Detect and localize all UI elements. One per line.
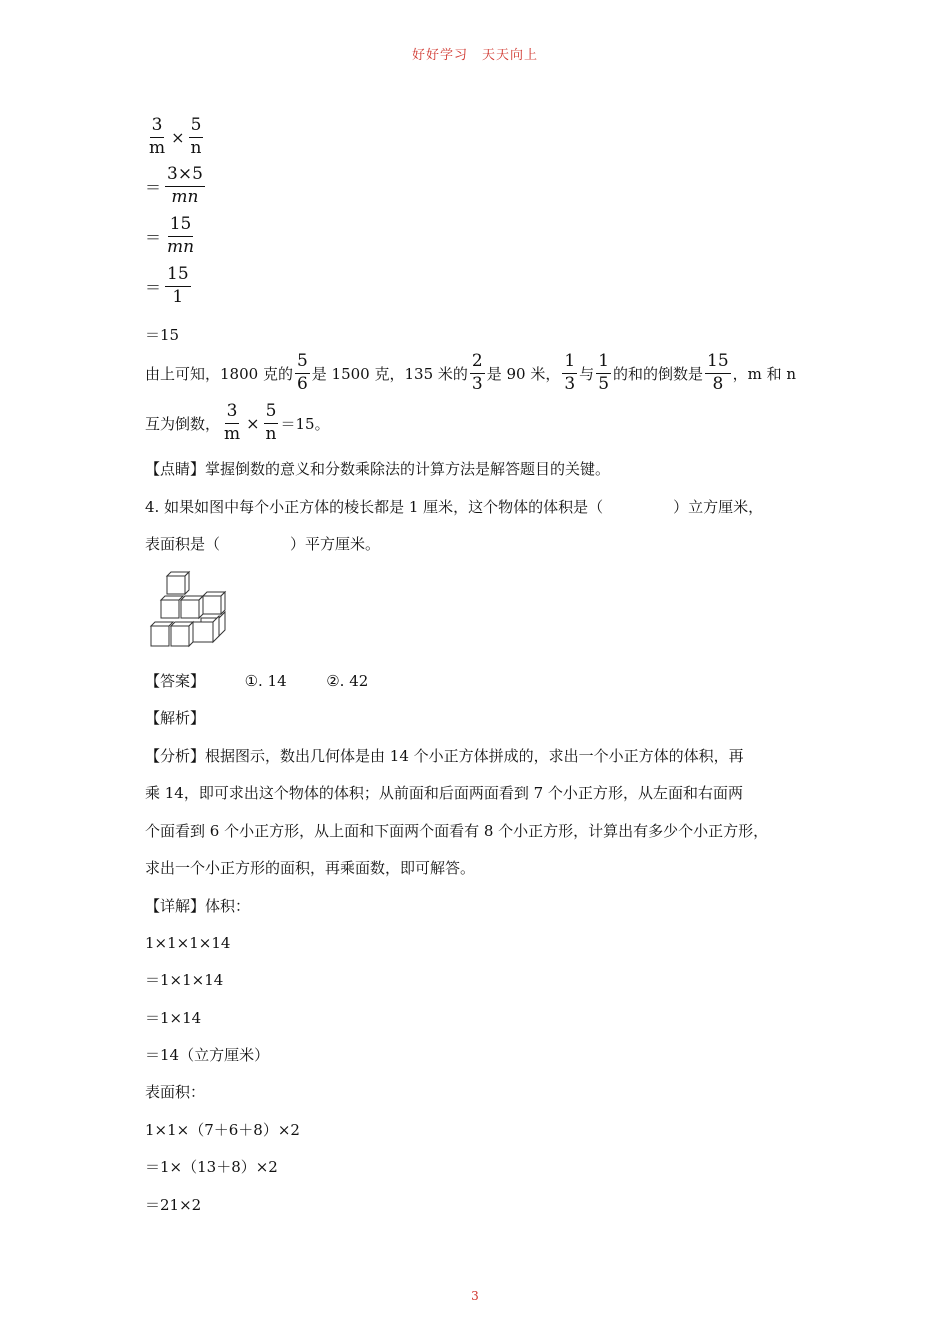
numerator: 15 (705, 352, 731, 374)
xiangjie-line-8: ＝1×（13＋8）×2 (145, 1158, 278, 1176)
fenxi-line-4: 求出一个小正方形的面积，再乘面数，即可解答。 (145, 859, 476, 877)
equals-sign: ＝ (145, 277, 162, 297)
denominator: 8 (712, 373, 724, 394)
summary-text: 由上可知，1800 克的 (145, 364, 293, 383)
numerator: 5 (295, 352, 310, 374)
denominator: 3 (471, 373, 483, 394)
denominator: 5 (598, 373, 610, 394)
question-text: 4. 如果如图中每个小正方体的棱长都是 1 厘米，这个物体的体积是（ (145, 498, 604, 516)
fraction-5-over-6 (295, 352, 310, 394)
xiangjie-line-2: 1×1×1×14 (145, 934, 231, 952)
summary-text: 的和的倒数是 (613, 364, 704, 383)
answer-1: ①. 14 (244, 672, 287, 690)
xiangjie-line-5: ＝14（立方厘米） (145, 1046, 270, 1064)
calc-step-1 (145, 116, 205, 158)
fenxi-line-2: 乘 14，即可求出这个物体的体积；从前面和后面两面看到 7 个小正方形，从左面和右面两 (145, 784, 743, 802)
summary-line-1 (145, 352, 796, 394)
summary-text: 是 90 米， (486, 364, 561, 383)
equals-sign: ＝ (145, 177, 162, 197)
xiangjie-line-6: 表面积： (145, 1083, 206, 1101)
fraction-3-over-m (222, 402, 242, 444)
fraction-15-over-8 (705, 352, 731, 394)
xiangjie-line-4: ＝1×14 (145, 1009, 202, 1027)
fraction-15-over-mn (165, 215, 196, 257)
fenxi-line-3: 个面看到 6 个小正方形，从上面和下面两个面看有 8 个小正方形，计算出有多少个小正方形， (145, 822, 769, 840)
numerator: 15 (168, 215, 194, 237)
denominator: 6 (296, 373, 308, 394)
question-text: ）平方厘米。 (290, 535, 381, 553)
fraction-1-over-5 (596, 352, 611, 394)
question-text: ）立方厘米， (673, 498, 764, 516)
numerator: 15 (165, 265, 191, 287)
fenxi-line-1: 【分析】根据图示，数出几何体是由 14 个小正方体拼成的，求出一个小正方体的体积，再 (145, 747, 744, 765)
denominator: mn (171, 186, 199, 207)
denominator: mn (167, 236, 195, 257)
page-number: 3 (471, 1289, 479, 1303)
numerator: 2 (470, 352, 485, 374)
summary-text: 与 (579, 364, 595, 383)
denominator: m (149, 137, 166, 158)
question-4-line-2 (145, 526, 825, 563)
dianjing-note: 【点睛】掌握倒数的意义和分数乘除法的计算方法是解答题目的关键。 (145, 460, 611, 478)
fraction-5-over-n (189, 116, 204, 158)
calc-step-5: ＝15 (145, 326, 180, 344)
numerator: 5 (264, 402, 279, 424)
answer-line (145, 663, 825, 700)
summary-text: 互为倒数， (145, 414, 221, 433)
xiangjie-line-9: ＝21×2 (145, 1196, 202, 1214)
denominator: m (224, 423, 241, 444)
calc-step-4 (145, 265, 193, 307)
numerator: 1 (562, 352, 577, 374)
denominator: 3 (564, 373, 576, 394)
summary-text: ，m 和 n (732, 364, 797, 383)
calc-step-2 (145, 165, 207, 207)
fraction-15-over-1 (165, 265, 191, 307)
summary-text: 是 1500 克，135 米的 (311, 364, 468, 383)
numerator: 3 (150, 116, 165, 138)
numerator: 3 (225, 402, 240, 424)
equals-sign: ＝ (145, 227, 162, 247)
xiangjie-line-7: 1×1×（7＋6＋8）×2 (145, 1121, 300, 1139)
fraction-1-over-3 (562, 352, 577, 394)
denominator: n (190, 137, 202, 158)
fraction-5-over-n (264, 402, 279, 444)
xiangjie-line-3: ＝1×1×14 (145, 971, 224, 989)
numerator: 3×5 (165, 165, 205, 187)
numerator: 5 (189, 116, 204, 138)
multiply-sign: × (171, 127, 185, 147)
calc-step-3 (145, 215, 198, 257)
cube-stack-figure (145, 570, 235, 656)
fraction-3x5-over-mn (165, 165, 205, 207)
page-header: 好好学习 天天向上 (411, 48, 538, 63)
question-4 (145, 489, 825, 526)
multiply-sign: × (246, 413, 260, 433)
answer-label: 【答案】 (145, 672, 206, 690)
question-text: 表面积是（ (145, 535, 221, 553)
summary-line-2 (145, 402, 330, 444)
xiangjie-line-1: 【详解】体积： (145, 897, 251, 915)
fraction-2-over-3 (470, 352, 485, 394)
answer-2: ②. 42 (326, 672, 369, 690)
numerator: 1 (596, 352, 611, 374)
summary-text: ＝15。 (280, 414, 330, 433)
denominator: 1 (172, 286, 184, 307)
fraction-3-over-m (147, 116, 167, 158)
jiexi-label: 【解析】 (145, 709, 206, 727)
denominator: n (265, 423, 277, 444)
